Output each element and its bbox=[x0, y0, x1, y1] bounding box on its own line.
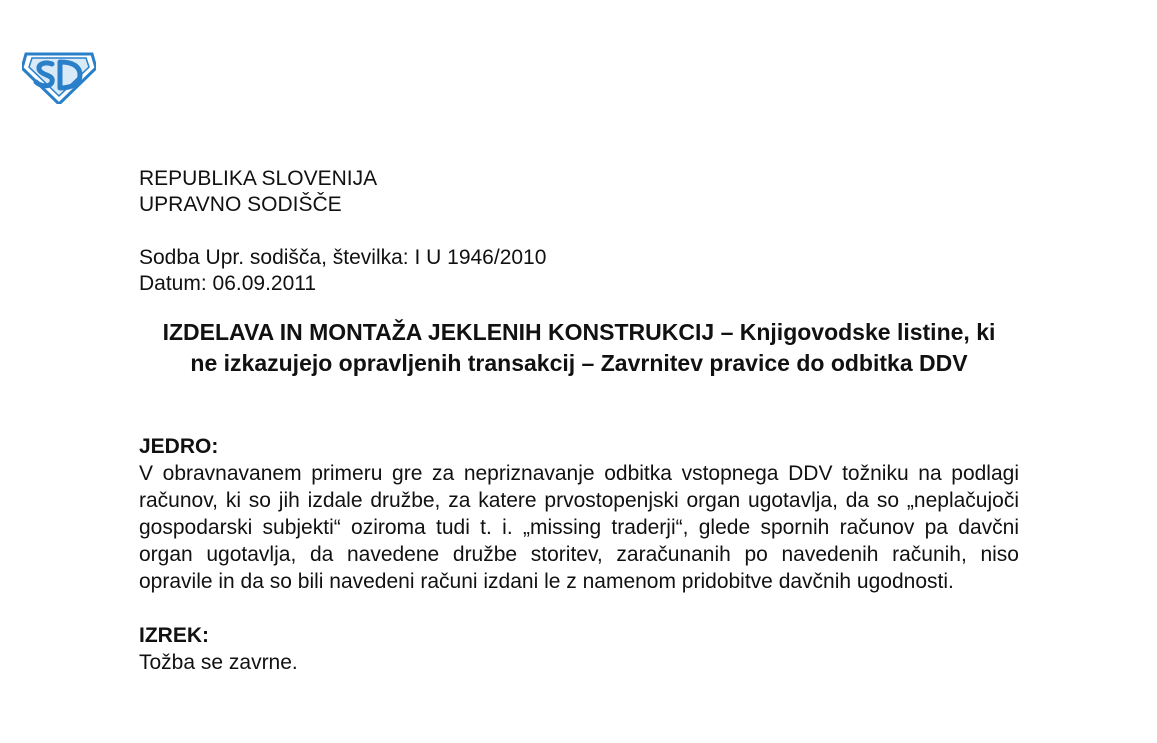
case-date: Datum: 06.09.2011 bbox=[139, 272, 317, 295]
izrek-text: Tožba se zavrne. bbox=[139, 651, 298, 674]
document-title: IZDELAVA IN MONTAŽA JEKLENIH KONSTRUKCIJ – Knjigovodske listine, ki ne izkazujejo opravljenih transakcij – Zavrnitev pravice do odbitka DDV bbox=[162, 319, 996, 376]
izrek-heading: IZREK: bbox=[139, 624, 209, 647]
document-body bbox=[139, 166, 1019, 676]
header-court: UPRAVNO SODIŠČE bbox=[139, 193, 342, 216]
jedro-text: V obravnavanem primeru gre za nepriznavanje odbitka vstopnega DDV tožniku na podlagi računov, ki so jih izdale družbe, za katere prvostopenjski organ ugotavlja, da so „neplačujoči gospodarski subjekti“ oziroma tudi t. i. „missing traderji“, glede spornih računov pa davčni organ ugotavlja, da navedene družbe storitev, zaračunanih po navedenih računih, niso opravile in da so bili navedeni računi izdani le z namenom pridobitve davčnih ugodnosti. bbox=[139, 462, 1019, 593]
sd-shield-logo-icon bbox=[22, 48, 96, 104]
jedro-heading: JEDRO: bbox=[139, 435, 219, 458]
case-number: Sodba Upr. sodišča, številka: I U 1946/2010 bbox=[139, 246, 547, 269]
header-country: REPUBLIKA SLOVENIJA bbox=[139, 167, 378, 190]
